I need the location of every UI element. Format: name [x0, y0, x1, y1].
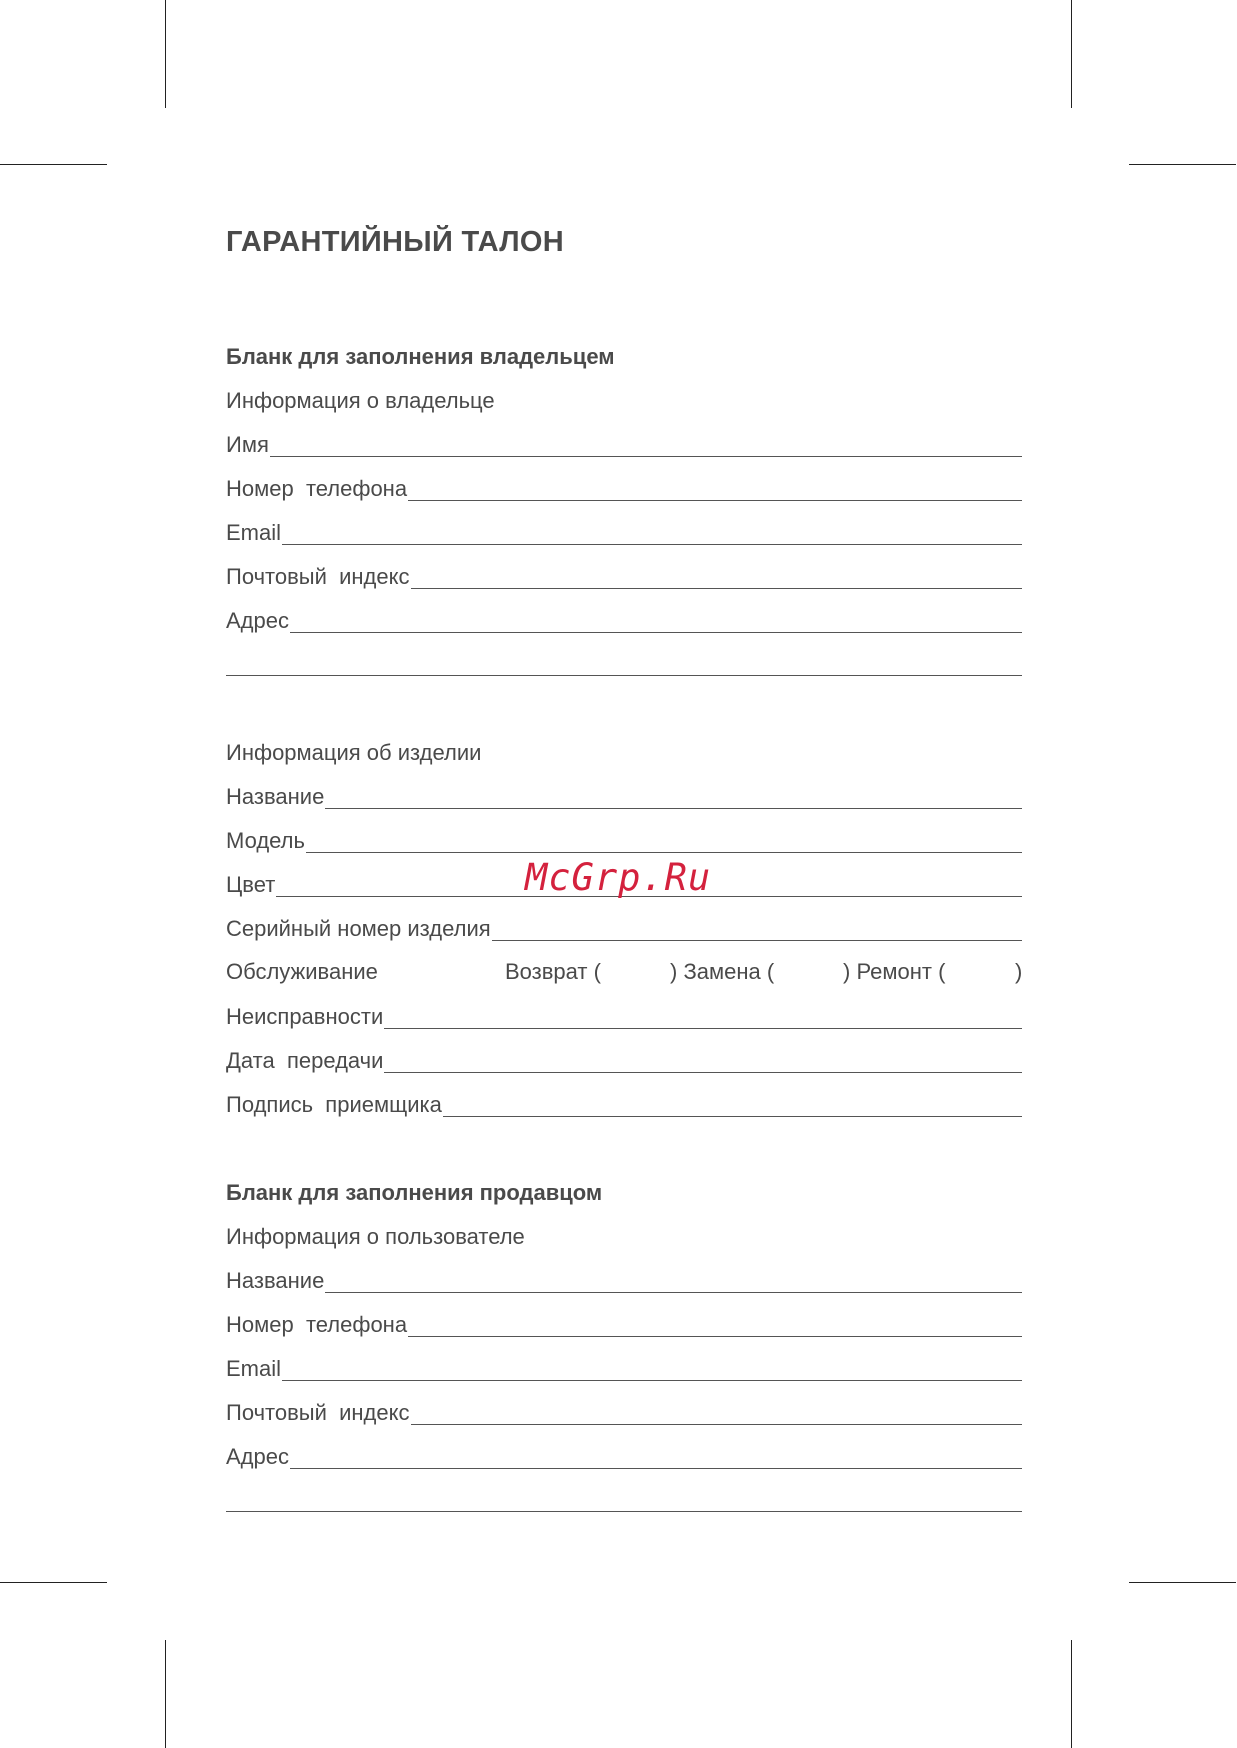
fill-line[interactable]: [282, 1379, 1022, 1381]
crop-mark: [0, 1582, 107, 1583]
crop-mark: [1129, 1582, 1236, 1583]
fill-line[interactable]: [270, 455, 1022, 457]
field-label: Цвет: [226, 872, 276, 897]
field-label: Название: [226, 1268, 325, 1293]
field-label: Email: [226, 1356, 282, 1381]
product-info-heading: Информация об изделии: [226, 740, 482, 765]
fill-line[interactable]: [325, 807, 1022, 809]
field-label: Номер телефона: [226, 1312, 408, 1337]
receiver-signature-field[interactable]: [226, 1084, 1022, 1118]
fill-line[interactable]: [306, 851, 1022, 853]
crop-mark: [1071, 1640, 1072, 1748]
field-label: Модель: [226, 828, 305, 853]
seller-section-heading: Бланк для заполнения продавцом: [226, 1180, 603, 1205]
seller-address-line-2[interactable]: [226, 1511, 1022, 1512]
field-label: Почтовый индекс: [226, 1400, 410, 1425]
seller-postal-code-field[interactable]: [226, 1392, 1022, 1426]
service-close-paren: ): [1015, 959, 1023, 984]
fill-line[interactable]: [384, 1027, 1022, 1029]
transfer-date-field[interactable]: [226, 1040, 1022, 1074]
crop-mark: [0, 164, 107, 165]
watermark-text: McGrp.Ru: [525, 856, 712, 899]
fill-line[interactable]: [411, 1423, 1023, 1425]
field-label: Адрес: [226, 1444, 289, 1469]
product-name-field[interactable]: [226, 776, 1022, 810]
fill-line[interactable]: [290, 631, 1022, 633]
field-label: Адрес: [226, 608, 289, 633]
owner-address-field[interactable]: [226, 600, 1022, 634]
fill-line[interactable]: [408, 1335, 1022, 1337]
crop-mark: [165, 1640, 166, 1748]
owner-name-field[interactable]: [226, 424, 1022, 458]
field-label: Номер телефона: [226, 476, 408, 501]
fill-line[interactable]: [492, 939, 1022, 941]
field-label: Название: [226, 784, 325, 809]
crop-mark: [1129, 164, 1236, 165]
fill-line[interactable]: [411, 587, 1023, 589]
fill-line[interactable]: [325, 1291, 1022, 1293]
page-title: ГАРАНТИЙНЫЙ ТАЛОН: [226, 226, 565, 258]
seller-name-field[interactable]: [226, 1260, 1022, 1294]
service-return-option[interactable]: Возврат (: [505, 959, 601, 984]
field-label: Имя: [226, 432, 269, 457]
service-repair-option[interactable]: ) Ремонт (: [843, 959, 946, 984]
fill-line[interactable]: [443, 1115, 1022, 1117]
crop-mark: [1071, 0, 1072, 108]
field-label: Email: [226, 520, 282, 545]
product-model-field[interactable]: [226, 820, 1022, 854]
seller-email-field[interactable]: [226, 1348, 1022, 1382]
fill-line[interactable]: [282, 543, 1022, 545]
field-label: Дата передачи: [226, 1048, 384, 1073]
service-replace-option[interactable]: ) Замена (: [670, 959, 775, 984]
product-defects-field[interactable]: [226, 996, 1022, 1030]
owner-postal-code-field[interactable]: [226, 556, 1022, 590]
fill-line[interactable]: [408, 499, 1022, 501]
owner-info-heading: Информация о владельце: [226, 388, 495, 413]
service-label: Обслуживание: [226, 959, 378, 984]
crop-mark: [165, 0, 166, 108]
owner-phone-field[interactable]: [226, 468, 1022, 502]
user-info-heading: Информация о пользователе: [226, 1224, 525, 1249]
owner-address-line-2[interactable]: [226, 675, 1022, 676]
fill-line[interactable]: [384, 1071, 1022, 1073]
seller-phone-field[interactable]: [226, 1304, 1022, 1338]
field-label: Подпись приемщика: [226, 1092, 442, 1117]
field-label: Неисправности: [226, 1004, 384, 1029]
owner-email-field[interactable]: [226, 512, 1022, 546]
fill-line[interactable]: [290, 1467, 1022, 1469]
seller-address-field[interactable]: [226, 1436, 1022, 1470]
owner-section-heading: Бланк для заполнения владельцем: [226, 344, 615, 369]
field-label: Почтовый индекс: [226, 564, 410, 589]
field-label: Серийный номер изделия: [226, 916, 491, 941]
product-serial-field[interactable]: [226, 908, 1022, 942]
